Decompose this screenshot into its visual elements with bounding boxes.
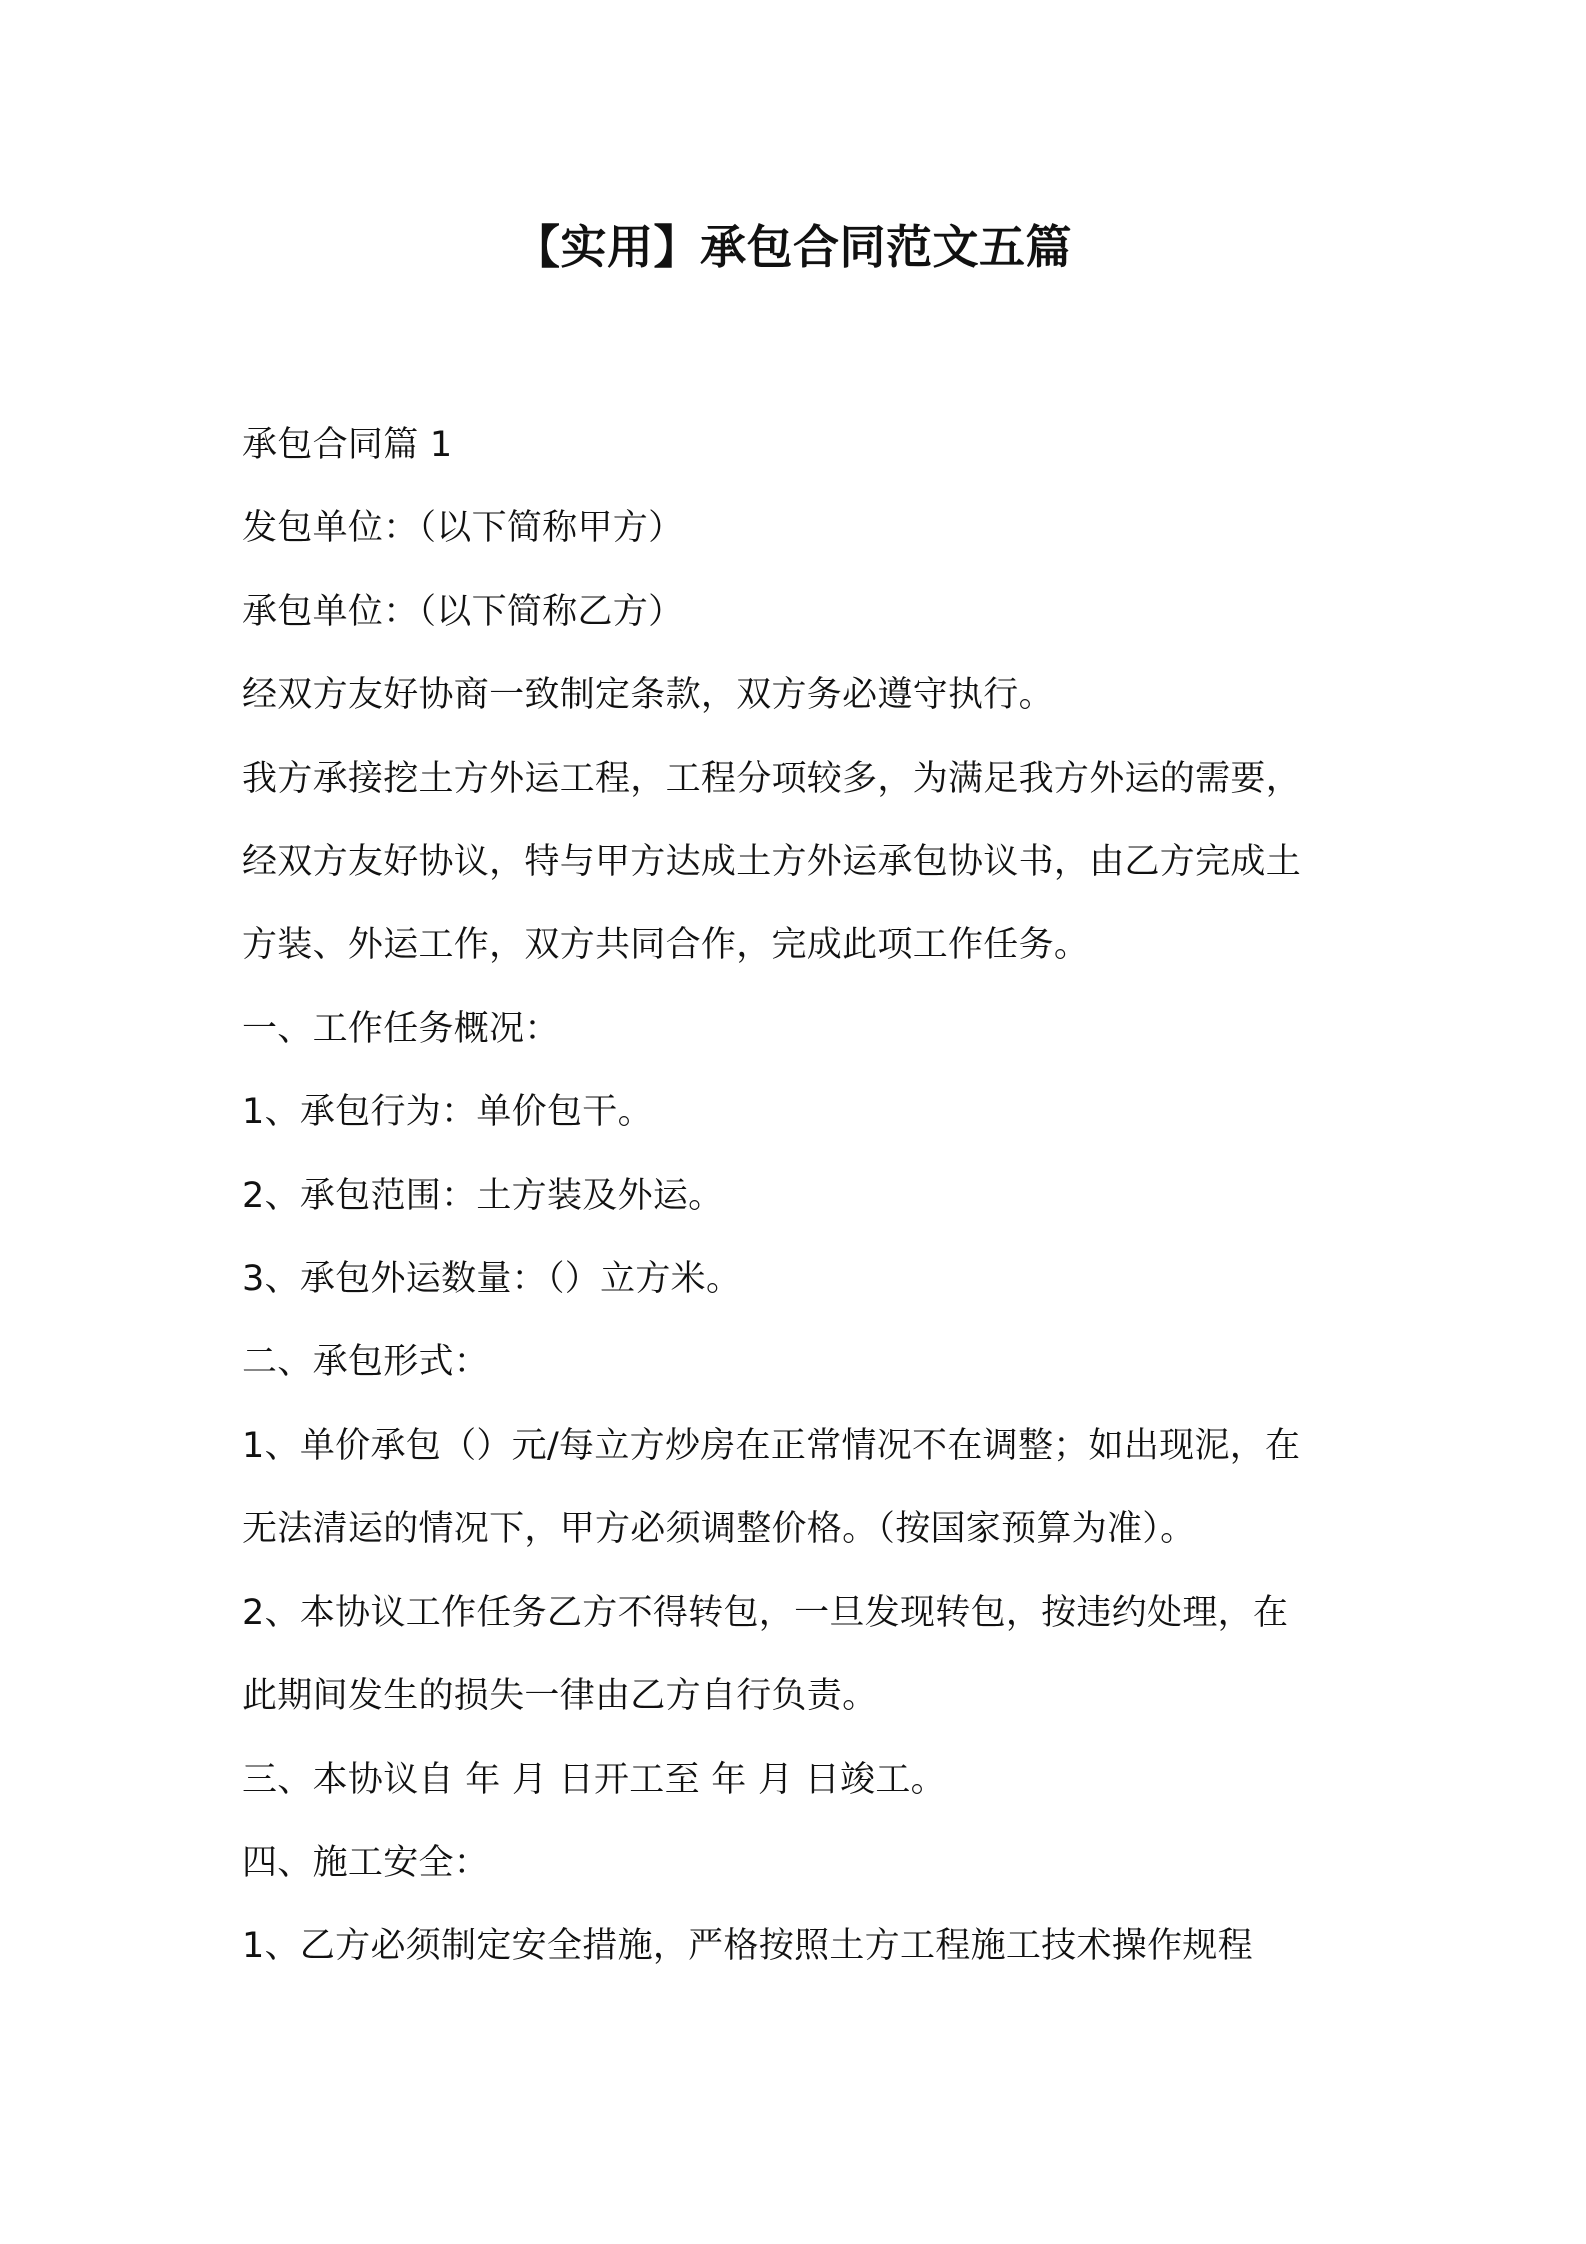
clause-item: 3、承包外运数量：（）立方米。 [242,1259,742,1300]
paragraph: 发包单位：（以下简称甲方） [242,508,684,549]
clause-heading: 三、本协议自 年 月 日开工至 年 月 日竣工。 [242,1759,946,1800]
paragraph: 无法清运的情况下，甲方必须调整价格。（按国家预算为准）。 [242,1509,1196,1550]
clause-item: 2、承包范围：土方装及外运。 [242,1175,724,1216]
section-heading: 承包合同篇 1 [242,425,453,465]
clause-item: 1、乙方必须制定安全措施，严格按照土方工程施工技术操作规程 [242,1926,1253,1967]
paragraph: 此期间发生的损失一律由乙方自行负责。 [242,1676,878,1717]
paragraph: 承包单位：（以下简称乙方） [242,591,684,632]
clause-item: 1、承包行为：单价包干。 [242,1092,653,1133]
clause-heading: 一、工作任务概况： [242,1008,560,1049]
paragraph: 我方承接挖土方外运工程，工程分项较多，为满足我方外运的需要， [242,758,1302,799]
paragraph: 经双方友好协议，特与甲方达成土方外运承包协议书，由乙方完成土 [242,842,1302,883]
document-body [242,404,1362,1989]
paragraph: 方装、外运工作，双方共同合作，完成此项工作任务。 [242,925,1090,966]
document-title: 【实用】承包合同范文五篇 [514,220,1072,274]
clause-item: 2、本协议工作任务乙方不得转包，一旦发现转包，按违约处理，在 [242,1592,1289,1633]
clause-heading: 二、承包形式： [242,1342,490,1383]
clause-heading: 四、施工安全： [242,1842,490,1883]
paragraph: 经双方友好协商一致制定条款，双方务必遵守执行。 [242,675,1054,716]
clause-item: 1、单价承包（）元/每立方炒房在正常情况不在调整；如出现泥，在 [242,1425,1301,1466]
